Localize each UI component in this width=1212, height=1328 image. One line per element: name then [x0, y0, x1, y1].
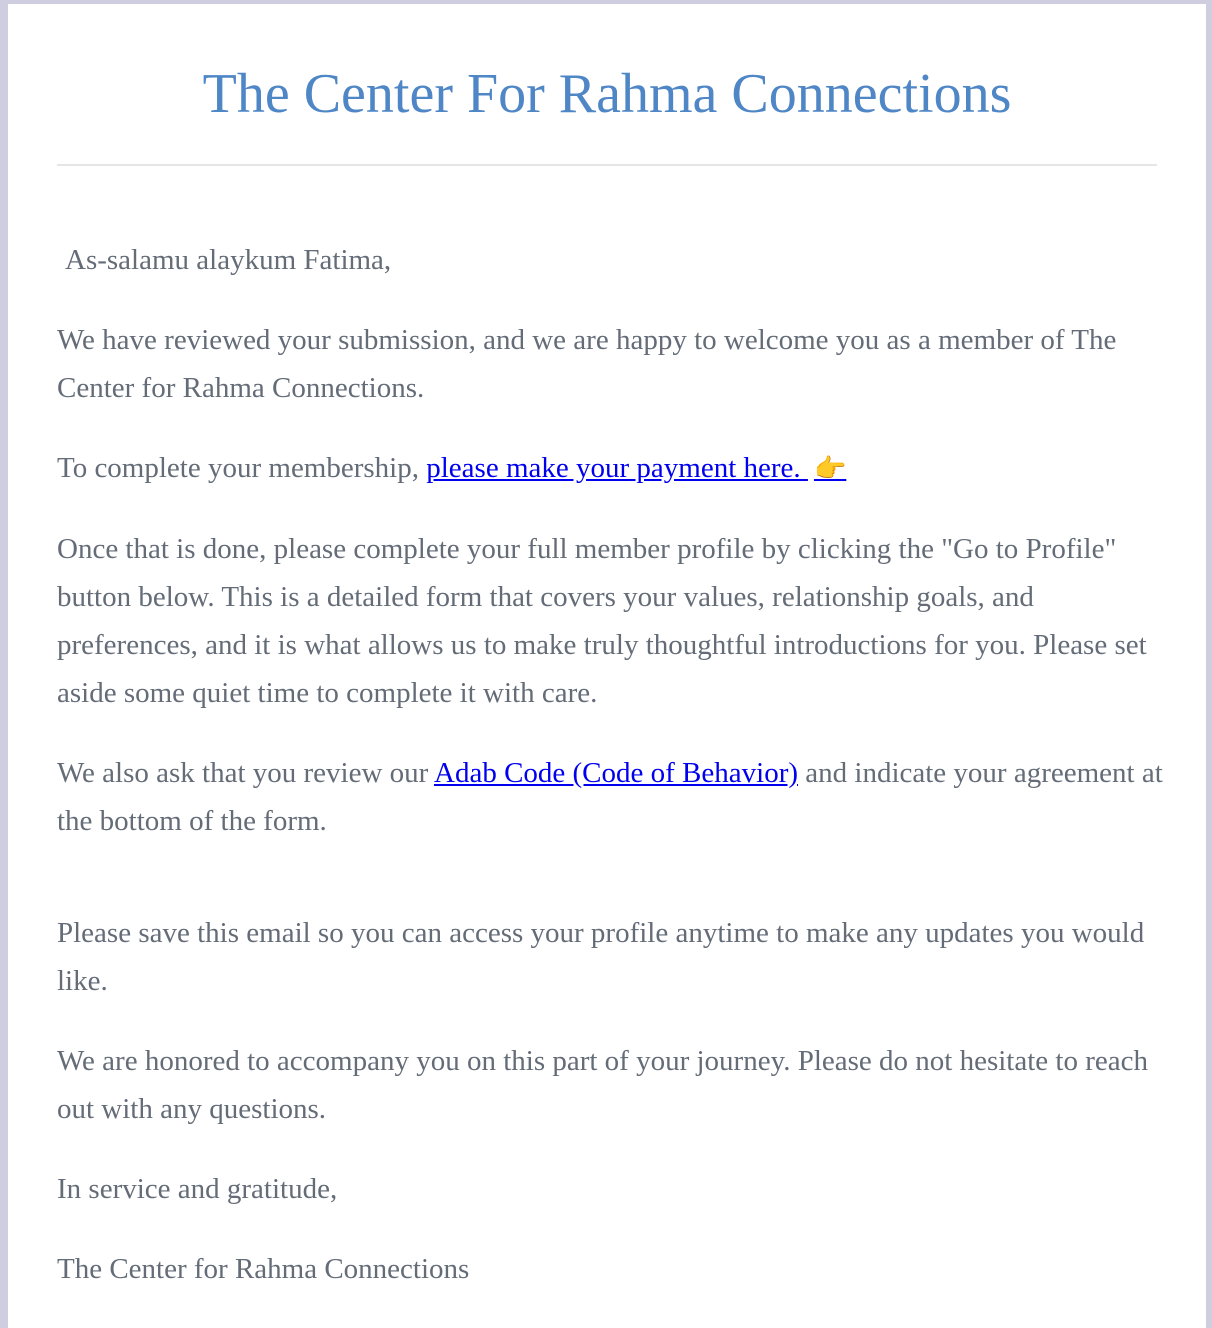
- signature: The Center for Rahma Connections: [57, 1253, 470, 1285]
- save-note-paragraph: Please save this email so you can access your profile anytime to make any updates you would like.: [57, 917, 1145, 997]
- pointing-right-hand-icon: 👉: [813, 454, 847, 483]
- payment-link[interactable]: [426, 452, 846, 484]
- adab-code-link[interactable]: Adab Code (Code of Behavior): [434, 757, 799, 789]
- payment-link-label: please make your payment here.: [426, 452, 808, 484]
- adab-paragraph: [57, 749, 1167, 845]
- profile-instructions-paragraph: Once that is done, please complete your full member profile by clicking the "Go to Profile" button below. This is a detailed form that covers your values, relationship goals, and preferences, and it is what allows us to make truly thoughtful introductions for you. Please set aside some quiet time to complete it with care.: [57, 533, 1147, 709]
- payment-prefix: To complete your membership,: [57, 452, 427, 484]
- signoff-line: In service and gratitude,: [57, 1173, 338, 1205]
- honored-paragraph: We are honored to accompany you on this part of your journey. Please do not hesitate to reach out with any questions.: [57, 1045, 1148, 1125]
- welcome-paragraph: We have reviewed your submission, and we are happy to welcome you as a member of The Center for Rahma Connections.: [57, 324, 1117, 404]
- adab-prefix: We also ask that you review our: [57, 757, 434, 789]
- adab-suffix: and indicate your agreement at the bottom of the form.: [57, 757, 1163, 837]
- email-card: [8, 4, 1206, 1328]
- email-body: [57, 236, 1167, 1325]
- payment-paragraph: [57, 444, 1167, 493]
- email-header: [57, 4, 1157, 166]
- greeting: As-salamu alaykum Fatima,: [65, 244, 392, 276]
- brand-title: The Center For Rahma Connections: [202, 63, 1012, 125]
